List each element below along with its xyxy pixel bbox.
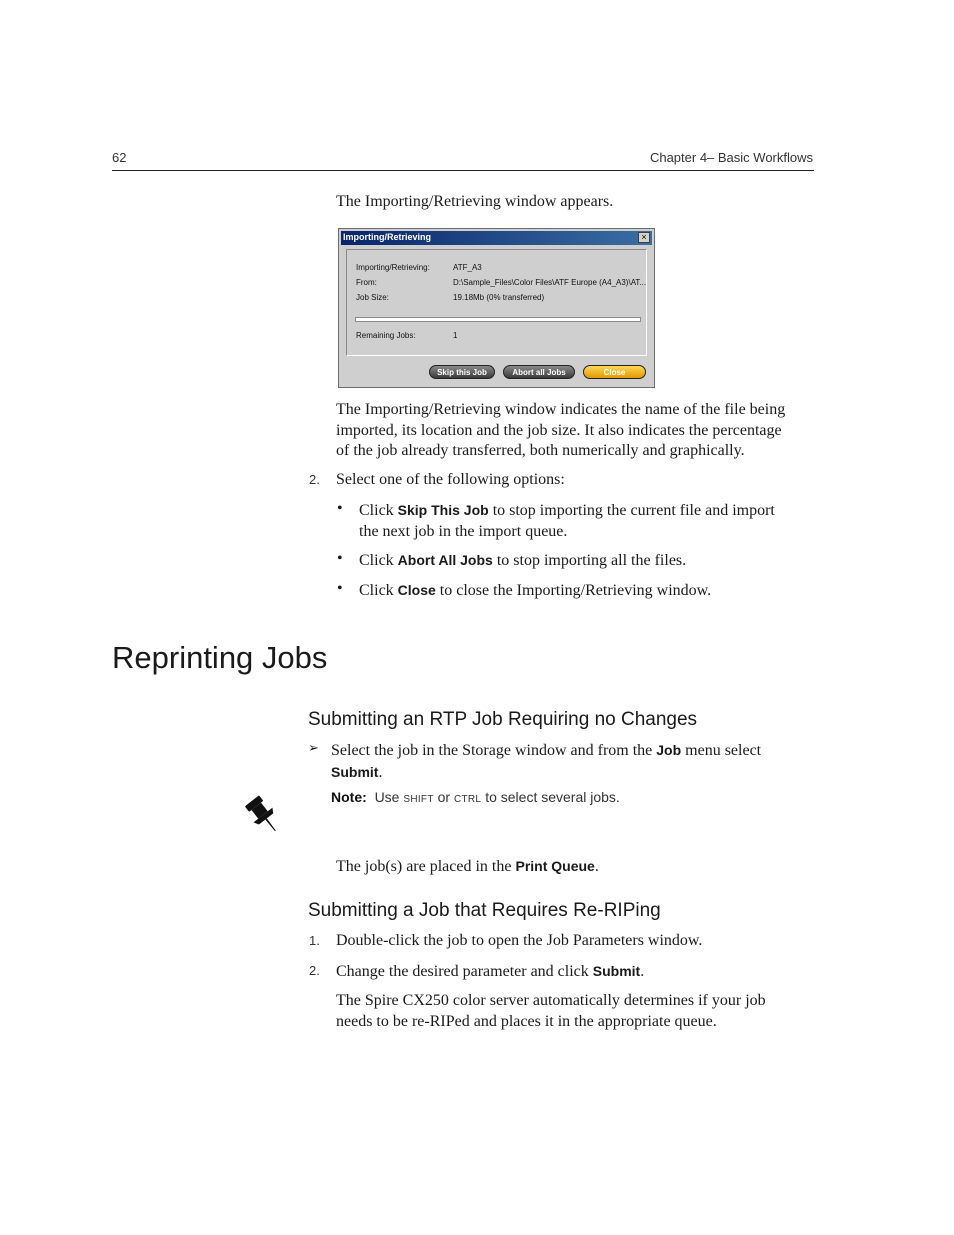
field-label-from: From: (356, 278, 377, 287)
dialog-title: Importing/Retrieving (343, 232, 432, 242)
result-sentence: The job(s) are placed in the Print Queue. (336, 858, 599, 875)
description-line: of the job already transferred, both numerically and graphically. (336, 442, 745, 459)
arrow-bullet-icon: ➢ (308, 741, 319, 756)
close-icon[interactable]: × (638, 232, 650, 243)
paragraph-line: needs to be re-RIPed and places it in the appropriate queue. (336, 1012, 717, 1030)
note-label: Note: (331, 789, 367, 805)
paragraph-line: The Spire CX250 color server automatically determines if your job (336, 992, 766, 1009)
remaining-jobs-label: Remaining Jobs: (356, 331, 416, 340)
field-value-job-size: 19.18Mb (0% transferred) (453, 293, 545, 302)
option-item: Click Close to close the Importing/Retrieving window. (359, 582, 712, 599)
section-heading: Reprinting Jobs (112, 640, 328, 675)
step-text: Change the desired parameter and click Submit. (336, 963, 645, 980)
field-label-job-size: Job Size: (356, 293, 389, 302)
field-value-from: D:\Sample_Files\Color Files\ATF Europe (A4_A3)\AT... (453, 278, 647, 287)
remaining-jobs-value: 1 (453, 331, 458, 340)
dialog-info-panel (346, 249, 647, 356)
chapter-title: Chapter 4– Basic Workflows (649, 150, 813, 165)
ui-term: Print Queue (515, 858, 595, 874)
subsection-heading: Submitting a Job that Requires Re-RIPing (308, 900, 661, 921)
description-line: The Importing/Retrieving window indicates the name of the file being (336, 401, 786, 418)
bullet: • (337, 500, 343, 517)
field-label-importing: Importing/Retrieving: (356, 263, 430, 272)
field-value-importing: ATF_A3 (453, 263, 482, 272)
dialog-title-bar (341, 231, 652, 245)
description-paragraph (336, 400, 785, 462)
bullet: • (337, 580, 343, 597)
description-line: imported, its location and the job size. It also indicates the percentage (336, 421, 782, 439)
ui-term: Skip This Job (397, 502, 489, 518)
key-name: SHIFT (403, 794, 434, 805)
step-number: 1. (309, 933, 320, 948)
note-text: Note: Use SHIFT or CTRL to select several jobs. (331, 789, 620, 805)
transfer-progress-bar (355, 317, 641, 322)
importing-retrieving-dialog (338, 228, 655, 388)
option-item: Click Abort All Jobs to stop importing all the files. (359, 552, 687, 569)
ui-term: Close (397, 582, 436, 598)
intro-sentence: The Importing/Retrieving window appears. (336, 193, 614, 210)
subsection-heading: Submitting an RTP Job Requiring no Changes (308, 709, 698, 730)
ui-term: Abort All Jobs (397, 552, 493, 568)
abort-all-jobs-button[interactable]: Abort all Jobs (503, 365, 575, 379)
ui-term: Submit (331, 763, 379, 780)
ui-term: Submit (592, 963, 641, 979)
procedure-step: Select the job in the Storage window and from the Job menu select Submit. (331, 742, 762, 781)
close-button[interactable]: Close (583, 365, 646, 379)
pushpin-icon (242, 793, 284, 837)
skip-this-job-button[interactable]: Skip this Job (429, 365, 495, 379)
closing-paragraph (336, 991, 766, 1032)
step-text: Double-click the job to open the Job Parameters window. (336, 932, 703, 949)
page-number: 62 (112, 150, 127, 165)
option-item: Click Skip This Job to stop importing the current file and import the next job in the import queue. (359, 502, 775, 540)
step-text: Select one of the following options: (336, 471, 565, 488)
ui-term: Job (656, 742, 682, 758)
bullet: • (337, 550, 343, 567)
key-name: CTRL (453, 794, 482, 805)
step-number: 2. (309, 963, 320, 978)
header-rule (112, 170, 814, 171)
step-number: 2. (309, 472, 320, 487)
